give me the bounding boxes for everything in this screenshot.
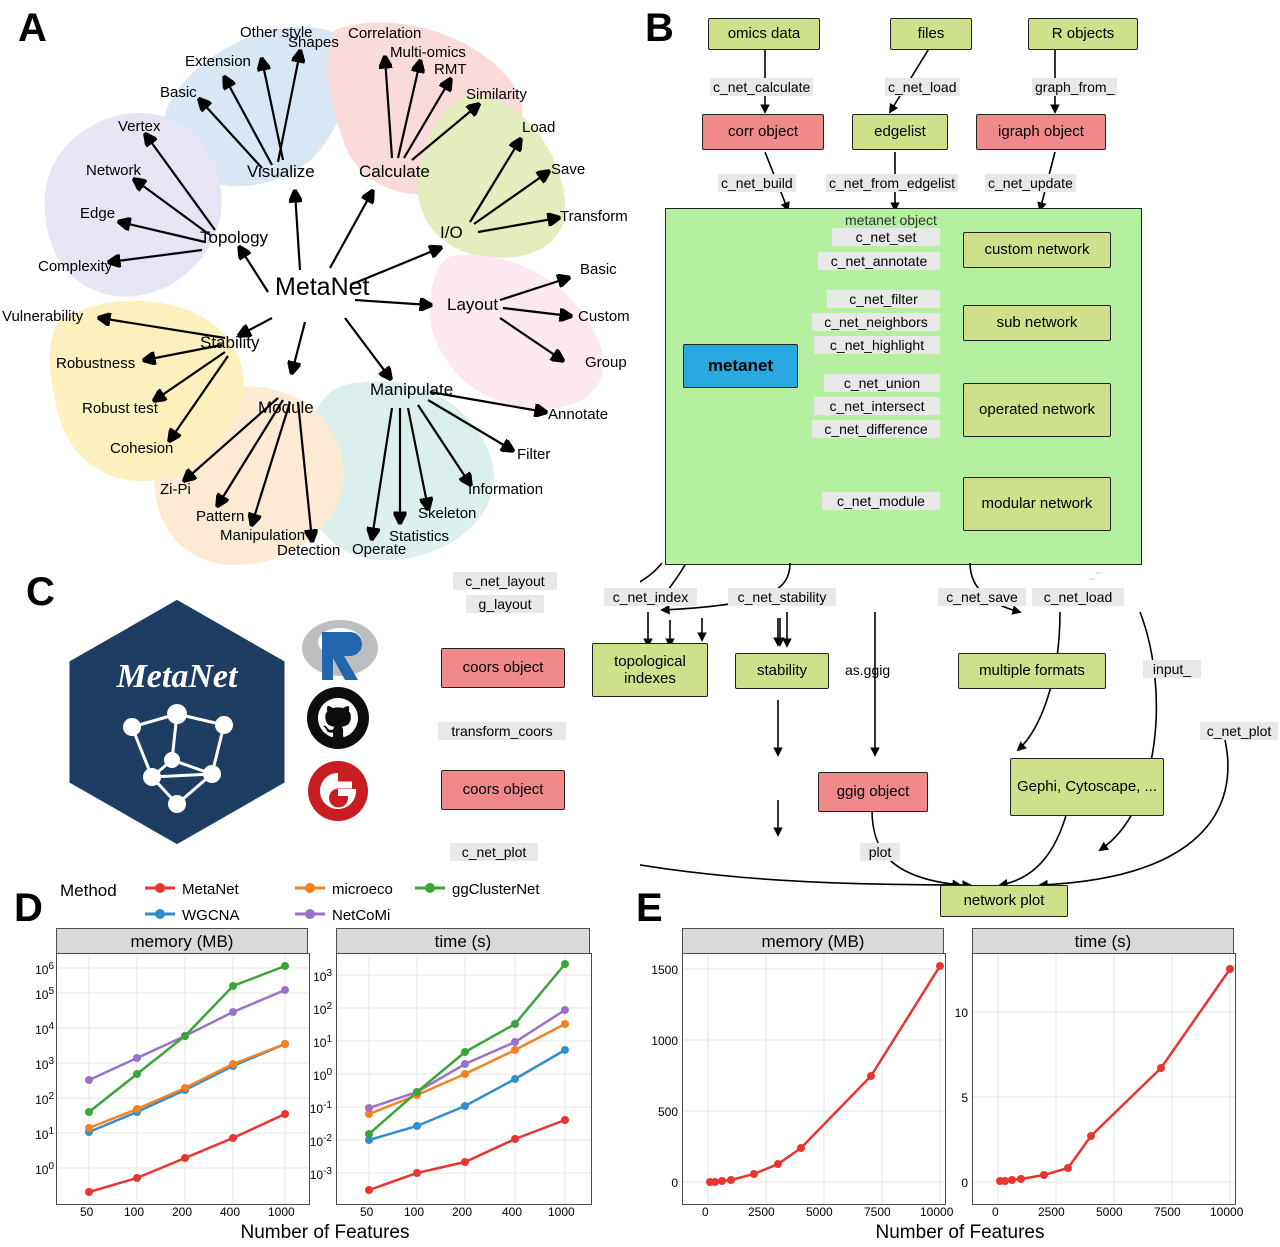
panel-b-lower-connectors	[640, 560, 1280, 910]
panelA-branch-manipulate: Manipulate	[370, 380, 454, 399]
panelA-leaf-skeleton: Skeleton	[418, 505, 477, 522]
fn-c-net-annotate: c_net_annotate	[818, 252, 940, 270]
blob-layout	[429, 255, 603, 410]
panelA-branch-topology: Topology	[200, 228, 269, 247]
box-network-plot: network plot	[940, 885, 1068, 917]
r-logo-icon[interactable]	[300, 614, 380, 686]
fn-c-net-set: c_net_set	[832, 228, 940, 246]
legend-item-wgcna: WGCNA	[182, 907, 240, 924]
fn-c-net-load-2: c_net_load	[1032, 588, 1124, 606]
box-corr-object: corr object	[702, 114, 824, 150]
panelA-leaf-statistics: Statistics	[389, 528, 450, 545]
panelA-leaf-pattern: Pattern	[196, 508, 245, 525]
fn-input: input_	[1143, 660, 1201, 678]
panelA-leaf-save: Save	[551, 161, 586, 178]
facet-title-e-time: time (s)	[972, 928, 1234, 956]
panelA-leaf-robust-test: Robust test	[82, 400, 158, 417]
fn-graph-from: graph_from_	[1032, 78, 1117, 96]
box-operated-network: operated network	[963, 383, 1111, 437]
fn-plot: plot	[860, 843, 900, 861]
panelA-leaf-edge: Edge	[80, 205, 116, 222]
panelA-leaf-basic: Basic	[160, 84, 197, 101]
fn-c-net-index: c_net_index	[604, 588, 697, 606]
panelA-leaf-shapes: Shapes	[288, 34, 339, 51]
fn-c-net-calculate: c_net_calculate	[710, 78, 813, 96]
panelA-branch-calculate: Calculate	[359, 162, 430, 181]
github-logo-icon[interactable]	[306, 686, 370, 750]
fn-c-net-update: c_net_update	[985, 174, 1076, 192]
panelA-leaf-information: Information	[468, 481, 544, 498]
panelA-leaf-zipi: Zi-Pi	[160, 481, 191, 498]
legend-item-microeco: microeco	[332, 881, 393, 898]
box-custom-network: custom network	[963, 232, 1111, 268]
panel-letter-b: B	[645, 6, 674, 50]
box-modular-network: modular network	[963, 477, 1111, 531]
panelA-leaf-robustness: Robustness	[56, 355, 136, 372]
panelA-leaf-basic2: Basic	[580, 261, 617, 278]
box-igraph-object: igraph object	[976, 114, 1106, 150]
box-gephi-cytoscape: Gephi, Cytoscape, ...	[1010, 758, 1164, 816]
fn-c-net-difference: c_net_difference	[812, 420, 940, 438]
panel-letter-a: A	[18, 6, 47, 50]
box-omics-data: omics data	[708, 18, 820, 50]
panelA-leaf-vulnerability: Vulnerability	[2, 308, 84, 325]
fn-c-net-from-edgelist: c_net_from_edgelist	[826, 174, 958, 192]
box-edgelist: edgelist	[852, 114, 948, 150]
box-stability: stability	[735, 653, 829, 689]
fn-c-net-plot-left: c_net_plot	[450, 843, 538, 861]
node-metanet[interactable]: metanet	[683, 344, 798, 388]
facet-title-d-memory: memory (MB)	[56, 928, 308, 956]
chart-d-memory	[56, 953, 310, 1205]
legend-title: Method	[60, 881, 117, 900]
panelA-leaf-operate: Operate	[352, 541, 407, 558]
box-multiple-formats: multiple formats	[958, 653, 1106, 689]
fn-c-net-layout: c_net_layout	[453, 572, 557, 590]
fn-c-net-highlight: c_net_highlight	[814, 336, 940, 354]
panelA-leaf-detection: Detection	[277, 542, 341, 559]
panelA-leaf-complexity: Complexity	[38, 258, 113, 275]
fn-c-net-neighbors: c_net_neighbors	[812, 313, 940, 331]
legend-item-metanet: MetaNet	[182, 881, 239, 898]
panel-letter-d: D	[14, 886, 43, 930]
fn-c-net-build: c_net_build	[718, 174, 796, 192]
gitee-logo-icon[interactable]	[307, 760, 369, 822]
fn-as-ggig: as.ggig	[845, 662, 891, 678]
panel-letter-c: C	[26, 570, 55, 614]
panelA-leaf-manipulation: Manipulation	[220, 527, 306, 544]
box-ggig-object: ggig object	[818, 772, 928, 812]
fn-c-net-intersect: c_net_intersect	[814, 397, 940, 415]
box-coors-object-2: coors object	[441, 770, 565, 810]
metanet-hex-logo	[52, 592, 312, 852]
panelA-branch-stability: Stability	[200, 333, 260, 352]
panelA-leaf-extension: Extension	[185, 53, 251, 70]
x-axis-label-e: Number of Features	[875, 1222, 1045, 1243]
panelA-branch-visualize: Visualize	[247, 162, 315, 181]
panelA-leaf-similarity: Similarity	[466, 86, 527, 103]
panelA-leaf-annotate: Annotate	[548, 406, 609, 423]
panelA-leaf-multiomics: Multi-omics	[390, 44, 466, 61]
panelA-leaf-load: Load	[522, 119, 556, 136]
panelA-leaf-custom: Custom	[578, 308, 630, 325]
panelA-leaf-vertex: Vertex	[118, 118, 161, 135]
panelA-leaf-cohesion: Cohesion	[110, 440, 174, 457]
logo-text: MetaNet	[116, 658, 238, 695]
panelA-leaf-correlation: Correlation	[348, 25, 422, 42]
panelA-leaf-network: Network	[86, 162, 142, 179]
facet-title-d-time: time (s)	[336, 928, 590, 956]
chart-e-time	[972, 953, 1236, 1205]
fn-g-layout: g_layout	[466, 595, 544, 613]
panelA-center: MetaNet	[275, 273, 370, 301]
panel-letter-e: E	[636, 886, 663, 930]
fn-c-net-stability: c_net_stability	[728, 588, 836, 606]
panelA-branch-module: Module	[258, 398, 314, 417]
fn-c-net-module: c_net_module	[822, 492, 940, 510]
panelA-leaf-other-style: Other style	[240, 24, 313, 41]
box-coors-object-1: coors object	[441, 648, 565, 688]
panelA-leaf-group: Group	[585, 354, 627, 371]
panelA-leaf-filter: Filter	[517, 446, 551, 463]
fn-c-net-save: c_net_save	[938, 588, 1026, 606]
legend-item-ggclusternet: ggClusterNet	[452, 881, 540, 898]
box-r-objects: R objects	[1028, 18, 1138, 50]
fn-c-net-union: c_net_union	[824, 374, 940, 392]
chart-e-memory	[682, 953, 946, 1205]
metanet-object-title: metanet object	[845, 212, 937, 228]
panelA-branch-io: I/O	[440, 223, 463, 242]
panelA-leaf-transform: Transform	[560, 208, 628, 225]
fn-transform-coors: transform_coors	[438, 722, 566, 740]
fn-c-net-filter: c_net_filter	[827, 290, 940, 308]
legend-item-netcomi: NetCoMi	[332, 907, 391, 924]
x-axis-label-d: Number of Features	[240, 1222, 410, 1243]
panelA-leaf-rmt: RMT	[434, 61, 467, 78]
box-topological-indexes: topological indexes	[592, 643, 708, 697]
fn-c-net-load: c_net_load	[885, 78, 960, 96]
box-files: files	[890, 18, 972, 50]
panelA-branch-layout: Layout	[447, 295, 499, 314]
fn-c-net-plot-right: c_net_plot	[1200, 722, 1278, 740]
facet-title-e-memory: memory (MB)	[682, 928, 944, 956]
chart-d-time	[336, 953, 592, 1205]
box-sub-network: sub network	[963, 305, 1111, 341]
